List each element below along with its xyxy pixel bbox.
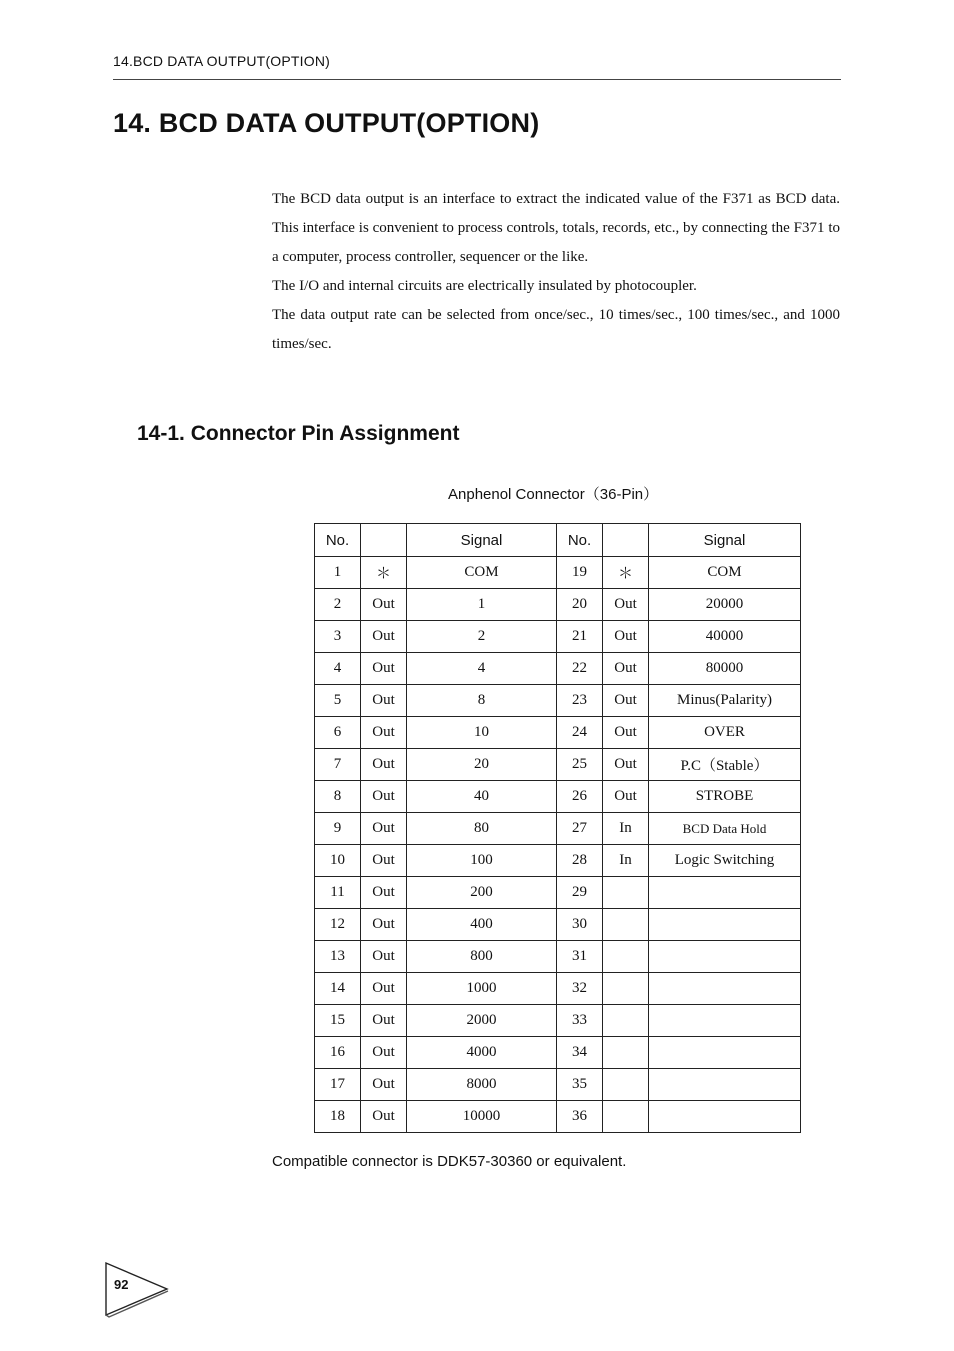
pin-signal: 80 <box>407 813 557 845</box>
header-rule <box>113 79 841 80</box>
pin-number: 10 <box>315 845 361 877</box>
pin-signal: Minus(Palarity) <box>649 685 801 717</box>
pin-number: 11 <box>315 877 361 909</box>
table-row <box>315 621 801 653</box>
pin-number: 6 <box>315 717 361 749</box>
pin-direction: Out <box>603 749 649 781</box>
pin-signal <box>649 909 801 941</box>
pin-direction: Out <box>361 909 407 941</box>
header-signal: Signal <box>649 524 801 557</box>
pin-direction: Out <box>361 973 407 1005</box>
table-row <box>315 1069 801 1101</box>
pin-number: 9 <box>315 813 361 845</box>
pin-number: 24 <box>557 717 603 749</box>
pin-direction <box>603 1069 649 1101</box>
intro-text <box>272 185 840 359</box>
pin-signal <box>649 973 801 1005</box>
pin-direction: Out <box>603 589 649 621</box>
pin-direction: Out <box>603 717 649 749</box>
pin-direction <box>603 909 649 941</box>
section-title: 14-1. Connector Pin Assignment <box>137 422 460 445</box>
pin-number: 21 <box>557 621 603 653</box>
pin-direction: Out <box>361 781 407 813</box>
pin-direction: Out <box>603 621 649 653</box>
table-caption: Anphenol Connector（36-Pin） <box>448 486 659 503</box>
pin-direction: Out <box>361 1069 407 1101</box>
table-row <box>315 749 801 781</box>
pin-direction: ＊ <box>361 557 407 589</box>
intro-paragraph: The BCD data output is an interface to extract the indicated value of the F371 as BCD data. This interface is convenient to process controls, totals, records, etc., by connecting the F371 to a computer, process controller, sequencer or the like. <box>272 191 840 265</box>
pin-signal: STROBE <box>649 781 801 813</box>
pin-direction: Out <box>361 589 407 621</box>
pin-direction <box>603 1037 649 1069</box>
pin-number: 2 <box>315 589 361 621</box>
pin-direction <box>603 973 649 1005</box>
pin-signal: COM <box>649 557 801 589</box>
intro-paragraph: The data output rate can be selected from once/sec., 10 times/sec., 100 times/sec., and 1000 times/sec. <box>272 307 840 352</box>
pin-number: 28 <box>557 845 603 877</box>
pin-direction <box>603 877 649 909</box>
header-no: No. <box>557 524 603 557</box>
pin-signal <box>649 941 801 973</box>
pin-number: 1 <box>315 557 361 589</box>
pin-signal <box>649 877 801 909</box>
pin-number: 7 <box>315 749 361 781</box>
pin-signal: 80000 <box>649 653 801 685</box>
pin-signal: BCD Data Hold <box>649 813 801 845</box>
pin-direction: Out <box>603 685 649 717</box>
table-row <box>315 973 801 1005</box>
pin-signal: OVER <box>649 717 801 749</box>
pin-signal: 40 <box>407 781 557 813</box>
pin-signal: Logic Switching <box>649 845 801 877</box>
intro-paragraph: The I/O and internal circuits are electrically insulated by photocoupler. <box>272 278 697 294</box>
pin-number: 8 <box>315 781 361 813</box>
pin-direction: In <box>603 845 649 877</box>
pin-number: 34 <box>557 1037 603 1069</box>
pin-signal: P.C（Stable） <box>649 749 801 781</box>
pin-number: 22 <box>557 653 603 685</box>
header-no: No. <box>315 524 361 557</box>
table-row <box>315 1101 801 1133</box>
pin-direction: Out <box>361 813 407 845</box>
pin-direction <box>603 941 649 973</box>
pin-signal: 10 <box>407 717 557 749</box>
pin-number: 20 <box>557 589 603 621</box>
table-row <box>315 653 801 685</box>
table-row <box>315 813 801 845</box>
table-row <box>315 781 801 813</box>
pin-direction: Out <box>361 1005 407 1037</box>
running-header: 14.BCD DATA OUTPUT(OPTION) <box>113 53 331 69</box>
pin-number: 19 <box>557 557 603 589</box>
pin-direction <box>603 1005 649 1037</box>
pin-number: 23 <box>557 685 603 717</box>
header-direction <box>603 524 649 557</box>
pin-direction <box>603 1101 649 1133</box>
pin-number: 3 <box>315 621 361 653</box>
table-row <box>315 941 801 973</box>
pin-direction: Out <box>361 749 407 781</box>
table-row <box>315 1037 801 1069</box>
pin-direction: In <box>603 813 649 845</box>
pin-assignment-table <box>314 523 801 1133</box>
pin-number: 26 <box>557 781 603 813</box>
pin-signal: 800 <box>407 941 557 973</box>
pin-number: 14 <box>315 973 361 1005</box>
pin-direction: Out <box>603 653 649 685</box>
pin-number: 16 <box>315 1037 361 1069</box>
pin-signal <box>649 1005 801 1037</box>
pin-direction: ＊ <box>603 557 649 589</box>
pin-number: 13 <box>315 941 361 973</box>
pin-direction: Out <box>361 717 407 749</box>
pin-signal: 20000 <box>649 589 801 621</box>
pin-number: 17 <box>315 1069 361 1101</box>
page-number: 92 <box>114 1277 129 1292</box>
pin-signal: 100 <box>407 845 557 877</box>
pin-number: 25 <box>557 749 603 781</box>
pin-direction: Out <box>361 653 407 685</box>
pin-direction: Out <box>361 685 407 717</box>
pin-direction: Out <box>361 877 407 909</box>
pin-signal: 400 <box>407 909 557 941</box>
pin-signal <box>649 1037 801 1069</box>
pin-number: 18 <box>315 1101 361 1133</box>
pin-signal: 40000 <box>649 621 801 653</box>
pin-direction: Out <box>361 621 407 653</box>
pin-number: 15 <box>315 1005 361 1037</box>
table-row <box>315 685 801 717</box>
pin-signal: 200 <box>407 877 557 909</box>
header-direction <box>361 524 407 557</box>
pin-direction: Out <box>603 781 649 813</box>
pin-signal <box>649 1069 801 1101</box>
pin-signal: 2000 <box>407 1005 557 1037</box>
pin-number: 32 <box>557 973 603 1005</box>
pin-direction: Out <box>361 845 407 877</box>
table-row <box>315 557 801 589</box>
pin-signal: 1 <box>407 589 557 621</box>
pin-number: 36 <box>557 1101 603 1133</box>
connector-footnote: Compatible connector is DDK57-30360 or equivalent. <box>272 1153 627 1170</box>
pin-signal: 2 <box>407 621 557 653</box>
pin-number: 33 <box>557 1005 603 1037</box>
table-row <box>315 845 801 877</box>
table-row <box>315 717 801 749</box>
pin-signal: 4000 <box>407 1037 557 1069</box>
table-row <box>315 877 801 909</box>
pin-signal: 8 <box>407 685 557 717</box>
table-row <box>315 1005 801 1037</box>
pin-direction: Out <box>361 1037 407 1069</box>
pin-signal <box>649 1101 801 1133</box>
header-signal: Signal <box>407 524 557 557</box>
pin-number: 12 <box>315 909 361 941</box>
table-row <box>315 909 801 941</box>
pin-number: 31 <box>557 941 603 973</box>
pin-direction: Out <box>361 941 407 973</box>
pin-table-body <box>315 557 801 1133</box>
pin-signal: 4 <box>407 653 557 685</box>
pin-signal: 10000 <box>407 1101 557 1133</box>
pin-number: 35 <box>557 1069 603 1101</box>
pin-signal: 1000 <box>407 973 557 1005</box>
pin-number: 4 <box>315 653 361 685</box>
pin-number: 5 <box>315 685 361 717</box>
pin-signal: COM <box>407 557 557 589</box>
pin-signal: 8000 <box>407 1069 557 1101</box>
pin-direction: Out <box>361 1101 407 1133</box>
pin-signal: 20 <box>407 749 557 781</box>
table-header-row <box>315 524 801 557</box>
pin-number: 29 <box>557 877 603 909</box>
pin-number: 27 <box>557 813 603 845</box>
table-row <box>315 589 801 621</box>
pin-number: 30 <box>557 909 603 941</box>
chapter-title: 14. BCD DATA OUTPUT(OPTION) <box>113 108 540 138</box>
